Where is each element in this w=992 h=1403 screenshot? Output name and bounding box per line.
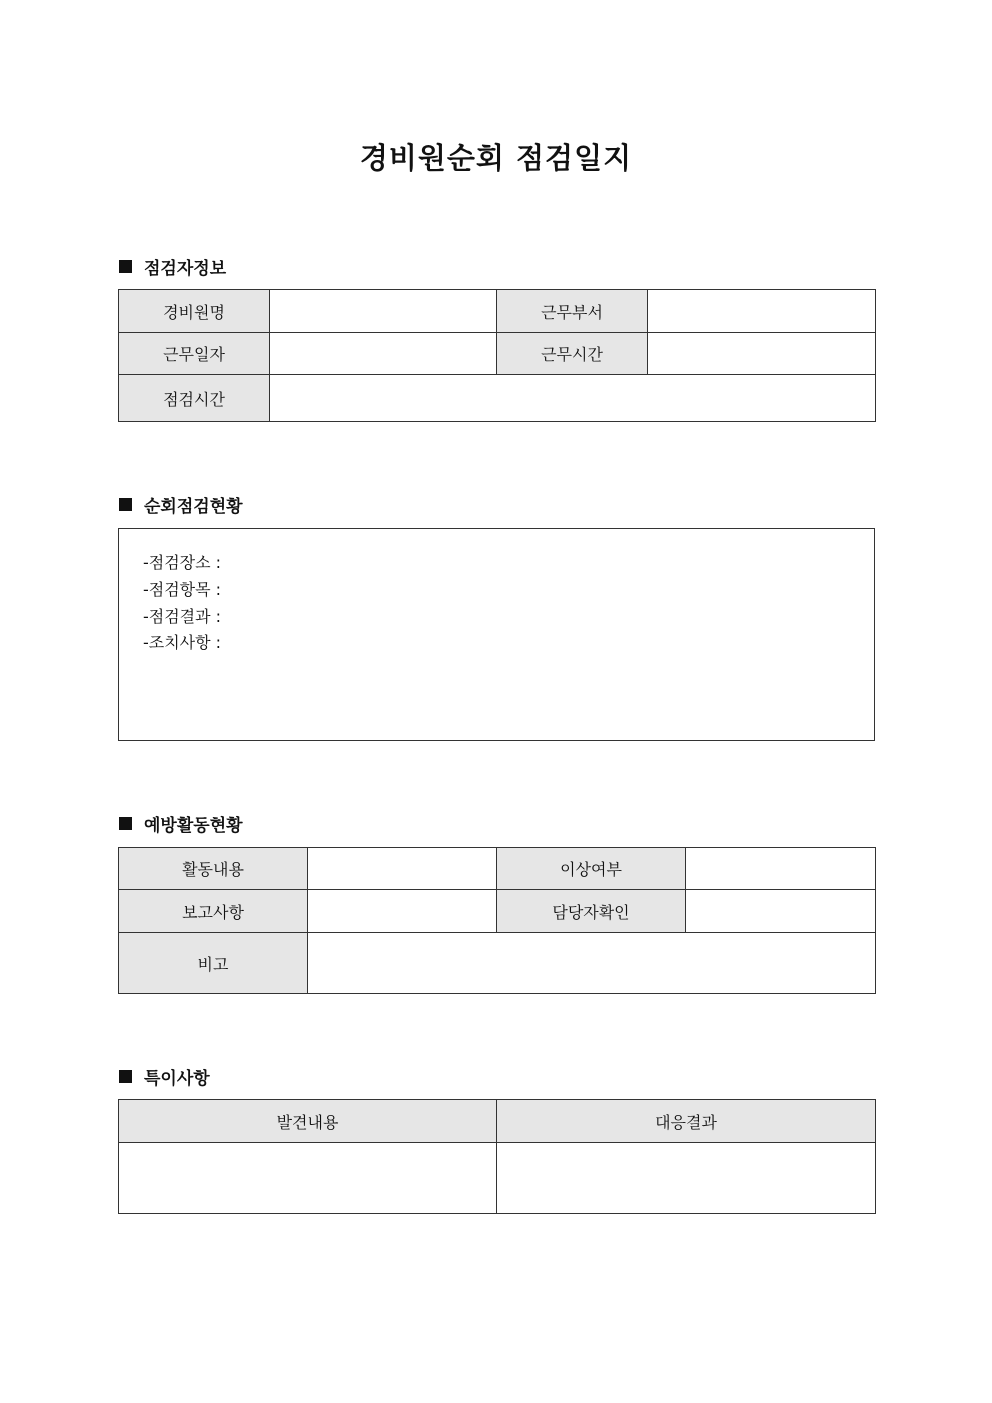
action-taken-line: -조치사항 :: [143, 633, 222, 652]
table-row: [119, 1100, 876, 1143]
table-row: [119, 290, 876, 333]
activity-field[interactable]: [308, 848, 497, 890]
special-notes-table: [118, 1099, 876, 1214]
work-time-label: 근무시간: [497, 333, 648, 375]
section-heading-label: 점검자정보: [144, 259, 227, 279]
table-row: [119, 1143, 876, 1214]
work-date-label: 근무일자: [119, 333, 270, 375]
activity-label: 활동내용: [119, 848, 308, 890]
section-heading-special: [119, 1064, 210, 1089]
table-row: [119, 890, 876, 933]
report-label: 보고사항: [119, 890, 308, 933]
anomaly-label: 이상여부: [497, 848, 686, 890]
report-field[interactable]: [308, 890, 497, 933]
remarks-label: 비고: [119, 933, 308, 994]
manager-check-field[interactable]: [686, 890, 876, 933]
findings-header: 발견내용: [119, 1100, 497, 1143]
remarks-field[interactable]: [308, 933, 876, 994]
document-title: 경비원순회 점검일지: [359, 141, 633, 175]
table-row: [119, 933, 876, 994]
response-result-header: 대응결과: [497, 1100, 876, 1143]
square-bullet-icon: [119, 260, 132, 273]
section-heading-inspector: [119, 254, 226, 279]
department-label: 근무부서: [497, 290, 648, 333]
section-heading-label: 특이사항: [144, 1069, 210, 1089]
section-heading-patrol: [119, 492, 243, 517]
department-field[interactable]: [648, 290, 876, 333]
section-heading-label: 예방활동현황: [144, 816, 243, 836]
work-date-field[interactable]: [270, 333, 497, 375]
square-bullet-icon: [119, 817, 132, 830]
anomaly-field[interactable]: [686, 848, 876, 890]
square-bullet-icon: [119, 498, 132, 511]
section-heading-label: 순회점검현황: [144, 497, 243, 517]
findings-field[interactable]: [119, 1143, 497, 1214]
table-row: [119, 848, 876, 890]
table-row: [119, 333, 876, 375]
response-result-field[interactable]: [497, 1143, 876, 1214]
inspection-time-field[interactable]: [270, 375, 876, 422]
manager-check-label: 담당자확인: [497, 890, 686, 933]
section-heading-prevention: [119, 811, 243, 836]
inspection-result-line: -점검결과 :: [143, 607, 222, 626]
square-bullet-icon: [119, 1070, 132, 1083]
guard-name-field[interactable]: [270, 290, 497, 333]
inspector-info-table: [118, 289, 876, 422]
inspection-time-label: 점검시간: [119, 375, 270, 422]
patrol-status-box[interactable]: [118, 528, 875, 741]
guard-name-label: 경비원명: [119, 290, 270, 333]
inspection-location-line: -점검장소 :: [143, 553, 222, 572]
work-time-field[interactable]: [648, 333, 876, 375]
prevention-activity-table: [118, 847, 876, 994]
inspection-item-line: -점검항목 :: [143, 580, 222, 599]
table-row: [119, 375, 876, 422]
